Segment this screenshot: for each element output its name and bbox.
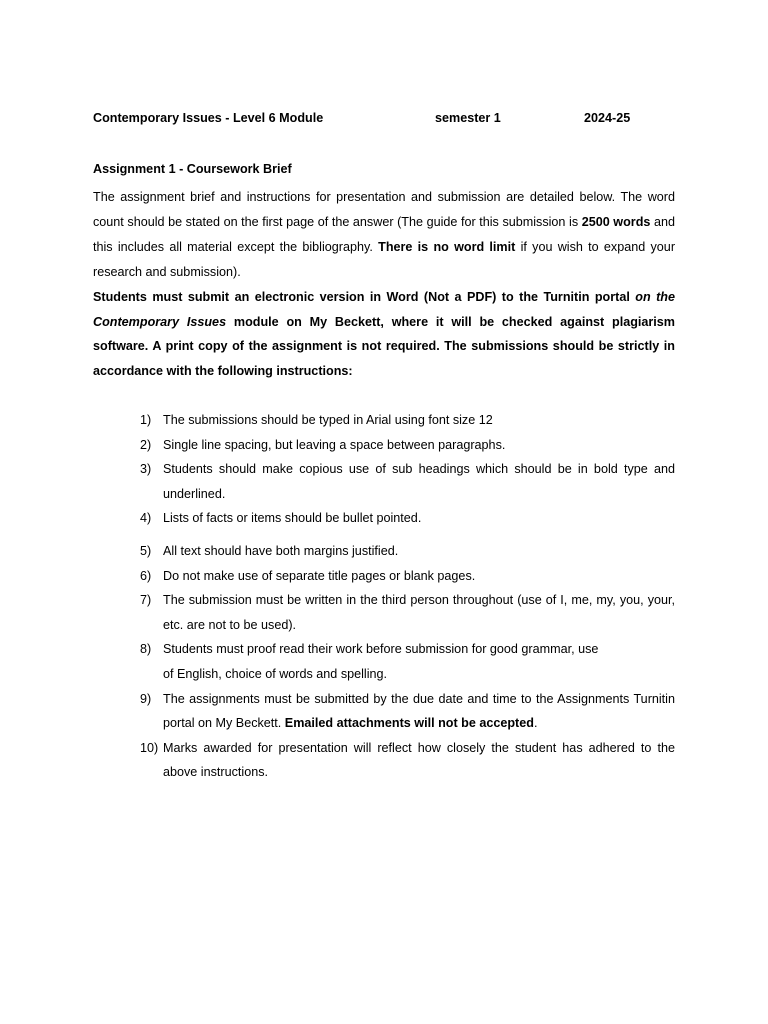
list-text-continued: of English, choice of words and spelling.: [163, 666, 388, 681]
intro-paragraph: [93, 185, 675, 285]
module-title: Contemporary Issues - Level 6 Module: [93, 111, 324, 125]
submission-text-1: Students must submit an electronic version in Word (Not a PDF) to the Turnitin portal: [93, 290, 636, 304]
brief-content: [93, 160, 675, 785]
submission-text-2: module on My Beckett, where it will be checked against plagiarism software. A print copy of the assignment is not required. The submissions should be strictly in accordance with the following instructions:: [93, 314, 676, 378]
semester-label: semester 1: [435, 111, 501, 125]
list-item: [93, 457, 675, 506]
list-text: The submission must be written in the third person throughout (use of I, me, my, you, your, etc. are not to be used).: [163, 593, 675, 632]
list-number: 10): [140, 740, 159, 755]
no-word-limit: There is no word limit: [378, 240, 516, 254]
list-item: [93, 539, 675, 564]
list-number: 1): [140, 413, 152, 427]
list-number: 2): [140, 437, 152, 452]
list-text: The assignments must be submitted by the due date and time to the Assignments Turnitin portal on My Beckett.: [163, 691, 675, 731]
instructions-list: [93, 408, 675, 785]
list-number: 4): [140, 511, 152, 526]
document-header: [93, 111, 676, 129]
list-text: Students should make copious use of sub headings which should be in bold type and underlined.: [163, 462, 675, 501]
list-text: Single line spacing, but leaving a space between paragraphs.: [163, 437, 506, 452]
list-number: 3): [140, 462, 152, 477]
list-number: 7): [140, 593, 152, 608]
list-number: 9): [140, 691, 152, 706]
emailed-warning: Emailed attachments will not be accepted: [284, 716, 534, 731]
list-number: 8): [140, 642, 152, 657]
list-text: The submissions should be typed in Arial using font size 12: [163, 413, 493, 427]
list-number: 6): [140, 568, 152, 583]
list-text: All text should have both margins justified.: [163, 543, 399, 558]
word-count: 2500 words: [581, 215, 651, 229]
brief-heading: Assignment 1 - Coursework Brief: [93, 162, 292, 176]
intro-text-1: The assignment brief and instructions for presentation and submission are detailed below. The word count should be stated on the first page of the answer (The guide for this submission is: [93, 190, 675, 229]
submission-module-name: on the Contemporary Issues: [93, 290, 676, 329]
list-number: 5): [140, 543, 152, 558]
intro-text-2: and this includes all material except the bibliography.: [93, 215, 676, 254]
list-item: [93, 637, 675, 686]
list-item: [93, 433, 675, 458]
list-item: [93, 408, 675, 433]
list-text-tail: .: [533, 716, 538, 731]
list-text: Lists of facts or items should be bullet pointed.: [163, 511, 422, 526]
list-text: Do not make use of separate title pages or blank pages.: [163, 568, 476, 583]
list-item: [93, 506, 675, 531]
list-item: [93, 564, 675, 589]
submission-paragraph: [93, 285, 675, 383]
list-text: Students must proof read their work before submission for good grammar, use: [163, 642, 599, 657]
academic-year: 2024-25: [584, 111, 631, 125]
list-text: Marks awarded for presentation will reflect how closely the student has adhered to the above instructions.: [163, 740, 675, 780]
list-item: [93, 687, 675, 736]
list-item: [93, 736, 675, 785]
list-item: [93, 588, 675, 637]
intro-text-3: if you wish to expand your research and submission).: [93, 240, 676, 279]
